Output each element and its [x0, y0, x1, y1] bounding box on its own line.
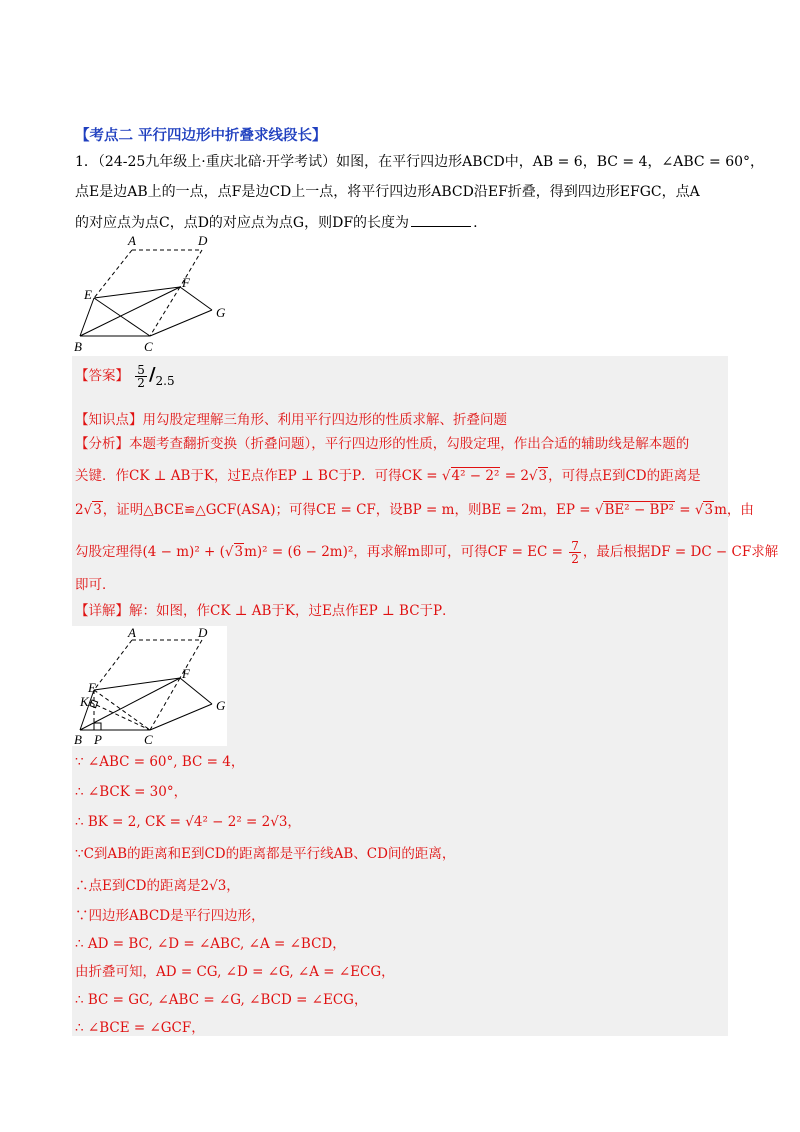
knowledge-line [75, 410, 507, 430]
analysis-text-4b: m)² = (6 − 2m)²，再求解m即可，可得CF = EC = [244, 544, 568, 560]
analysis-line-1 [75, 434, 689, 454]
answer-fraction [135, 364, 147, 389]
label-E-2: E [88, 680, 96, 695]
step-4: ∵C到AB的距离和E到CD的距离都是平行线AB、CD间的距离， [75, 846, 456, 862]
label-E: E [84, 287, 92, 302]
answer-blank [411, 212, 471, 227]
label-D: D [198, 233, 208, 248]
analysis-radicand-4: 3 [234, 544, 244, 560]
label-K-2: K [80, 694, 89, 709]
label-A: A [128, 233, 136, 248]
detail-line [75, 601, 456, 621]
analysis-radicand-3c: 3 [704, 502, 714, 518]
step-3: ∴ BK = 2, CK = √4² − 2² = 2√3， [75, 814, 301, 830]
answer-num: 5 [137, 363, 145, 377]
analysis-radicand-3b: BE² − BP² [604, 502, 674, 518]
question-line-3-text: 的对应点为点C，点D的对应点为点G，则DF的长度为 [75, 215, 410, 231]
analysis-text-3b: ，证明△BCE≌△GCF(ASA)；可得CE = CF，设BP = m，则BE = 2m，EP = √ [102, 502, 604, 518]
question-line-2: 点E是边AB上的一点，点F是边CD上一点，将平行四边形ABCD沿EF折叠，得到四边形EFGC，点A [75, 184, 700, 200]
analysis-text-3a: 2√ [75, 502, 93, 518]
analysis-text-1: 本题考查翻折变换（折叠问题），平行四边形的性质，勾股定理，作出合适的辅助线是解本题的 [129, 436, 690, 452]
analysis-line-2 [75, 466, 701, 486]
analysis-text-2c: ，可得点E到CD的距离是 [548, 468, 701, 484]
step-6: ∵四边形ABCD是平行四边形， [75, 908, 265, 924]
analysis-frac-den: 2 [571, 552, 579, 566]
analysis-text-3d: m，由 [714, 502, 754, 518]
analysis-radicand-3a: 3 [93, 502, 102, 518]
analysis-line-3 [75, 500, 754, 520]
analysis-fraction [569, 540, 581, 565]
detail-label: 【详解】 [75, 603, 129, 619]
analysis-radicand-2a: 4² − 2² [451, 468, 500, 484]
label-B: B [74, 339, 82, 354]
answer-den: 2 [137, 376, 145, 390]
section-title: 【考点二 平行四边形中折叠求线段长】 [75, 128, 327, 144]
analysis-text-2b: = 2√ [500, 468, 538, 484]
label-C-2: C [144, 732, 153, 746]
step-9: ∴ BC = GC, ∠ABC = ∠G, ∠BCD = ∠ECG， [75, 992, 368, 1008]
analysis-line-4 [75, 540, 778, 565]
label-F: F [182, 275, 190, 290]
label-G: G [216, 305, 226, 320]
question-line-1: 1．（24-25九年级上·重庆北碚·开学考试）如图，在平行四边形ABCD中，AB = 6，BC = 4，∠ABC = 60°， [75, 154, 765, 170]
question-line-3-end: . [473, 215, 478, 231]
step-2: ∴ ∠BCK = 30°， [75, 784, 188, 800]
label-P-2: P [94, 732, 102, 746]
step-10: ∴ ∠BCE = ∠GCF， [75, 1020, 205, 1036]
answer-label: 【答案】 [75, 368, 129, 384]
analysis-frac-num: 7 [571, 539, 579, 553]
figure-2 [72, 626, 227, 746]
analysis-line-5: 即可． [75, 577, 116, 593]
figure-1 [72, 232, 242, 356]
analysis-label: 【分析】 [75, 436, 129, 452]
analysis-text-4a: 勾股定理得(4 − m)² + (√ [75, 544, 234, 560]
label-F-2: F [182, 666, 190, 681]
label-C: C [144, 339, 153, 354]
label-G-2: G [216, 698, 226, 713]
analysis-radicand-2b: 3 [538, 468, 548, 484]
step-8: 由折叠可知，AD = CG, ∠D = ∠G, ∠A = ∠ECG， [75, 964, 395, 980]
detail-intro: 解：如图，作CK ⊥ AB于K，过E点作EP ⊥ BC于P． [129, 603, 456, 619]
knowledge-label: 【知识点】 [75, 412, 143, 428]
answer-line [75, 364, 175, 389]
answer-alt: 2.5 [155, 374, 175, 388]
label-A-2: A [128, 626, 136, 640]
step-5: ∴点E到CD的距离是2√3， [75, 878, 240, 894]
step-7: ∴ AD = BC, ∠D = ∠ABC, ∠A = ∠BCD， [75, 936, 346, 952]
question-line-3 [75, 212, 478, 233]
analysis-text-3c: = √ [674, 502, 704, 518]
label-D-2: D [198, 626, 208, 640]
label-B-2: B [74, 732, 82, 746]
step-1: ∵ ∠ABC = 60°, BC = 4， [75, 754, 245, 770]
answer-sep: / [148, 364, 156, 385]
analysis-text-2a: 关键．作CK ⊥ AB于K，过E点作EP ⊥ BC于P．可得CK = √ [75, 468, 451, 484]
analysis-text-4c: ，最后根据DF = DC − CF求解 [582, 544, 779, 560]
knowledge-text: 用勾股定理解三角形、利用平行四边形的性质求解、折叠问题 [142, 412, 507, 428]
